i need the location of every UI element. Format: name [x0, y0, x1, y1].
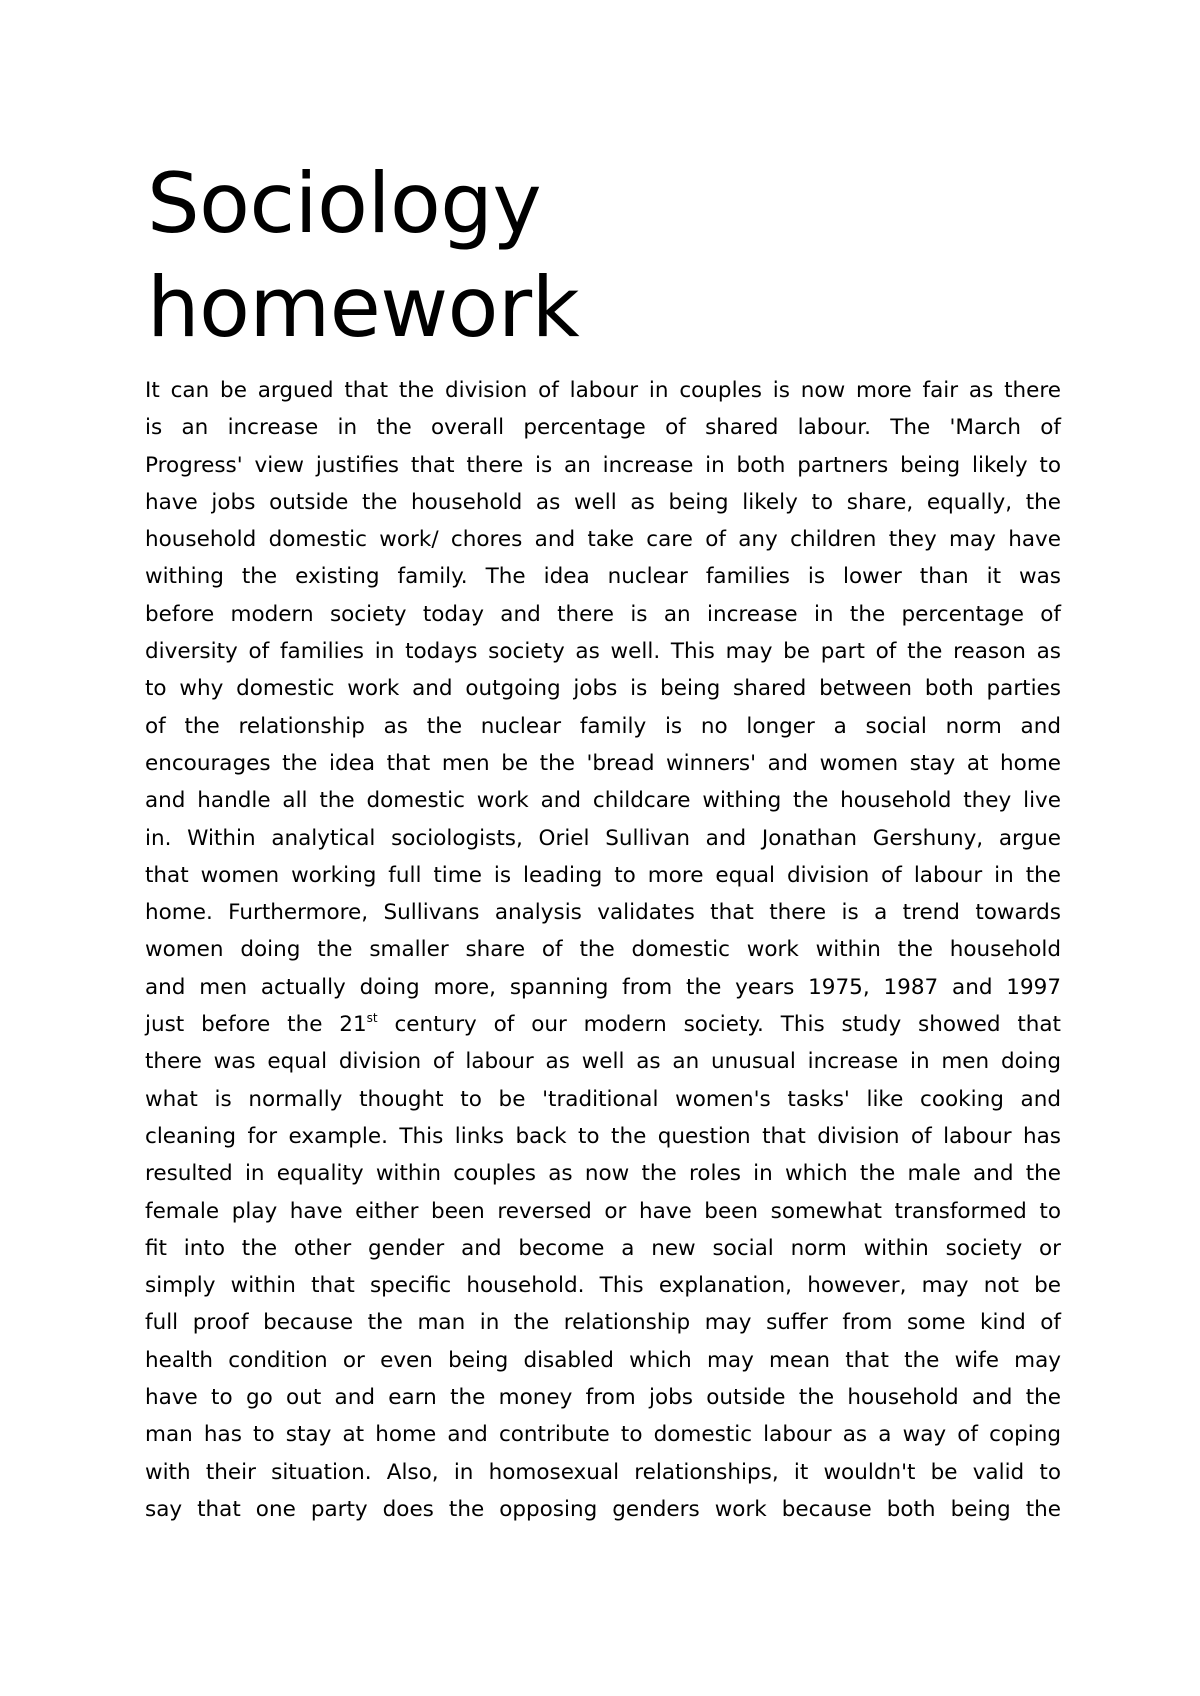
- text-line: have jobs outside the household as well as being likely to share, equally, the: [145, 489, 1061, 515]
- text-line-with-superscript: [145, 1006, 1061, 1043]
- text-line: cleaning for example. This links back to the question that division of labour has: [145, 1123, 1061, 1149]
- text-line: and men actually doing more, spanning from the years 1975, 1987 and 1997: [145, 974, 1061, 1000]
- text-line: what is normally thought to be 'traditional women's tasks' like cooking and: [145, 1086, 1061, 1112]
- text-line: women doing the smaller share of the domestic work within the household: [145, 937, 1061, 963]
- text-line: diversity of families in todays society as well. This may be part of the reason as: [145, 639, 1061, 665]
- text-line: man has to stay at home and contribute to domestic labour as a way of coping: [145, 1422, 1061, 1448]
- title-line: Sociology: [147, 155, 542, 252]
- text-line: and handle all the domestic work and childcare withing the household they live: [145, 788, 1061, 814]
- text-line: have to go out and earn the money from jobs outside the household and the: [145, 1385, 1061, 1411]
- text-line: home. Furthermore, Sullivans analysis validates that there is a trend towards: [145, 900, 1061, 926]
- text-line: say that one party does the opposing genders work because both being the: [145, 1496, 1061, 1522]
- text-line: female play have either been reversed or have been somewhat transformed to: [145, 1198, 1061, 1224]
- text-line: is an increase in the overall percentage of shared labour. The 'March of: [145, 415, 1061, 441]
- text-line: simply within that specific household. This explanation, however, may not be: [145, 1273, 1061, 1299]
- text-line: household domestic work/ chores and take care of any children they may have: [145, 527, 1061, 553]
- text-line: of the relationship as the nuclear family is no longer a social norm and: [145, 713, 1061, 739]
- text-line: fit into the other gender and become a new social norm within society or: [145, 1235, 1061, 1261]
- text-line: It can be argued that the division of labour in couples is now more fair as there: [145, 378, 1061, 403]
- text-line: Progress' view justifies that there is an increase in both partners being likely to: [145, 452, 1061, 478]
- document-title: [147, 152, 1047, 360]
- text-line: full proof because the man in the relationship may suffer from some kind of: [145, 1310, 1061, 1336]
- text-line: with their situation. Also, in homosexual relationships, it wouldn't be valid to: [145, 1459, 1061, 1485]
- text-line: encourages the idea that men be the 'bread winners' and women stay at home: [145, 750, 1061, 776]
- text-line: health condition or even being disabled which may mean that the wife may: [145, 1347, 1061, 1373]
- text-line: to why domestic work and outgoing jobs is being shared between both parties: [145, 676, 1061, 702]
- ordinal-superscript: st: [366, 1011, 378, 1026]
- text-line: before modern society today and there is an increase in the percentage of: [145, 601, 1061, 627]
- text-line: that women working full time is leading to more equal division of labour in the: [145, 862, 1061, 888]
- text-run: century of our modern society. This study showed that: [377, 1012, 1061, 1038]
- text-line: resulted in equality within couples as now the roles in which the male and the: [145, 1161, 1061, 1187]
- body-paragraph: [145, 372, 1061, 1528]
- text-run: just before the 21: [145, 1012, 367, 1038]
- text-line: in. Within analytical sociologists, Oriel Sullivan and Jonathan Gershuny, argue: [145, 825, 1061, 851]
- title-line: homework: [147, 259, 580, 356]
- text-line: withing the existing family. The idea nuclear families is lower than it was: [145, 564, 1061, 590]
- text-line: there was equal division of labour as well as an unusual increase in men doing: [145, 1049, 1061, 1075]
